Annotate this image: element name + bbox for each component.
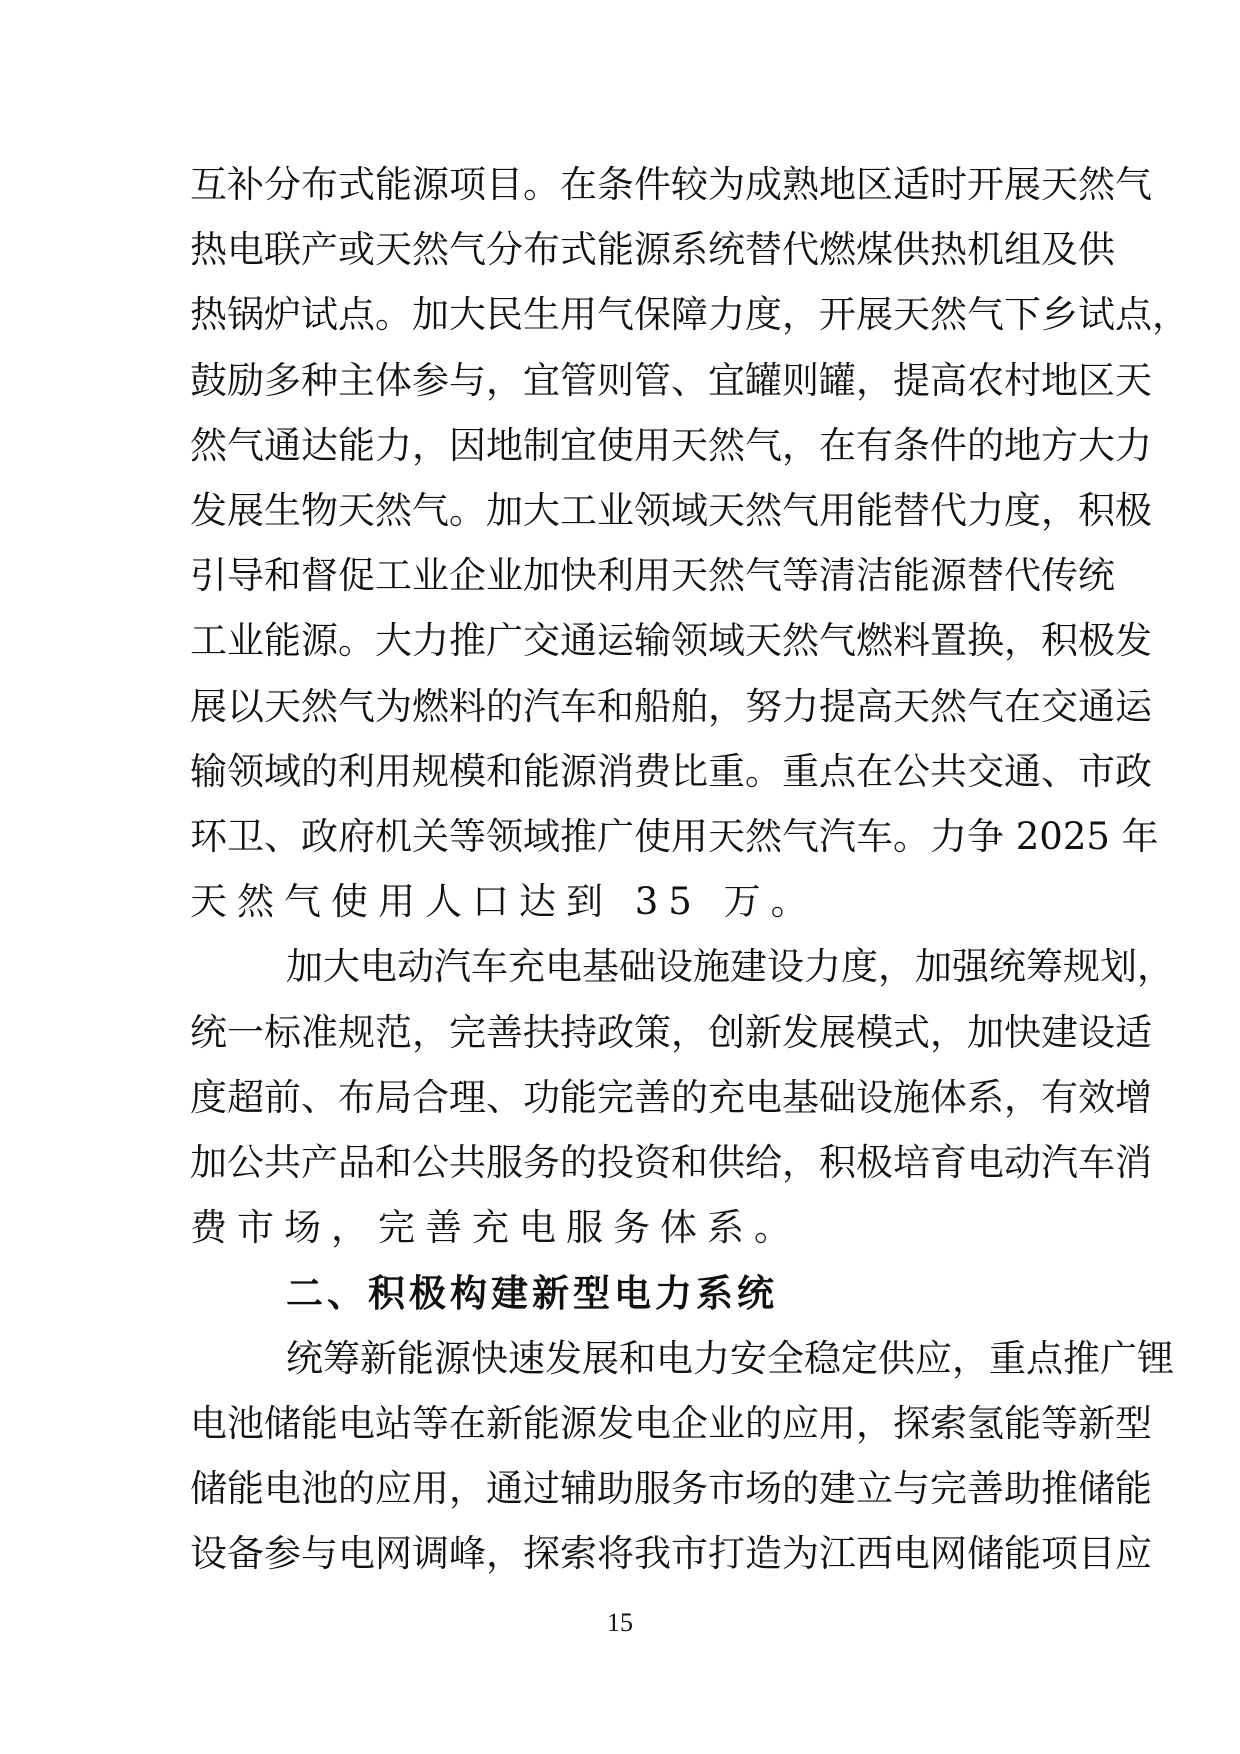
text-line: 统一标准规范，完善扶持政策，创新发展模式，加快建设适 bbox=[190, 1010, 1152, 1054]
text-line: 设备参与电网调峰，探索将我市打造为江西电网储能项目应 bbox=[190, 1532, 1152, 1576]
text-line: 电池储能电站等在新能源发电企业的应用，探索氢能等新型 bbox=[190, 1401, 1152, 1445]
text-line: 天然气使用人口达到 35 万。 bbox=[190, 880, 818, 924]
text-line: 互补分布式能源项目。在条件较为成熟地区适时开展天然气 bbox=[190, 163, 1152, 206]
text-line: 加大电动汽车充电基础设施建设力度，加强统筹规划， bbox=[286, 945, 1174, 989]
text-line: 储能电池的应用，通过辅助服务市场的建立与完善助推储能 bbox=[190, 1467, 1152, 1510]
text-line: 加公共产品和公共服务的投资和供给，积极培育电动汽车消 bbox=[190, 1141, 1152, 1184]
text-line: 工业能源。大力推广交通运输领域天然气燃料置换，积极发 bbox=[190, 619, 1152, 663]
text-line: 统筹新能源快速发展和电力安全稳定供应，重点推广锂 bbox=[286, 1336, 1174, 1380]
text-line: 然气通达能力，因地制宜使用天然气，在有条件的地方大力 bbox=[190, 423, 1152, 467]
text-line: 发展生物天然气。加大工业领域天然气用能替代力度，积极 bbox=[190, 489, 1152, 532]
text-line: 度超前、布局合理、功能完善的充电基础设施体系，有效增 bbox=[190, 1075, 1152, 1119]
text-line: 热电联产或天然气分布式能源系统替代燃煤供热机组及供 bbox=[190, 228, 1115, 272]
section-heading: 二、积极构建新型电力系统 bbox=[286, 1271, 778, 1316]
page-number: 15 bbox=[607, 1608, 633, 1637]
text-line: 鼓励多种主体参与，宜管则管、宜罐则罐，提高农村地区天 bbox=[190, 358, 1152, 402]
text-line: 输领域的利用规模和能源消费比重。重点在公共交通、市政 bbox=[190, 749, 1152, 793]
text-line: 热锅炉试点。加大民生用气保障力度，开展天然气下乡试点， bbox=[190, 293, 1189, 337]
text-line: 环卫、政府机关等领域推广使用天然气汽车。力争 2025 年 bbox=[190, 815, 1159, 858]
text-line: 费市场，完善充电服务体系。 bbox=[190, 1206, 801, 1250]
text-line: 展以天然气为燃料的汽车和船舶，努力提高天然气在交通运 bbox=[190, 684, 1152, 728]
text-line: 引导和督促工业企业加快利用天然气等清洁能源替代传统 bbox=[190, 554, 1115, 598]
